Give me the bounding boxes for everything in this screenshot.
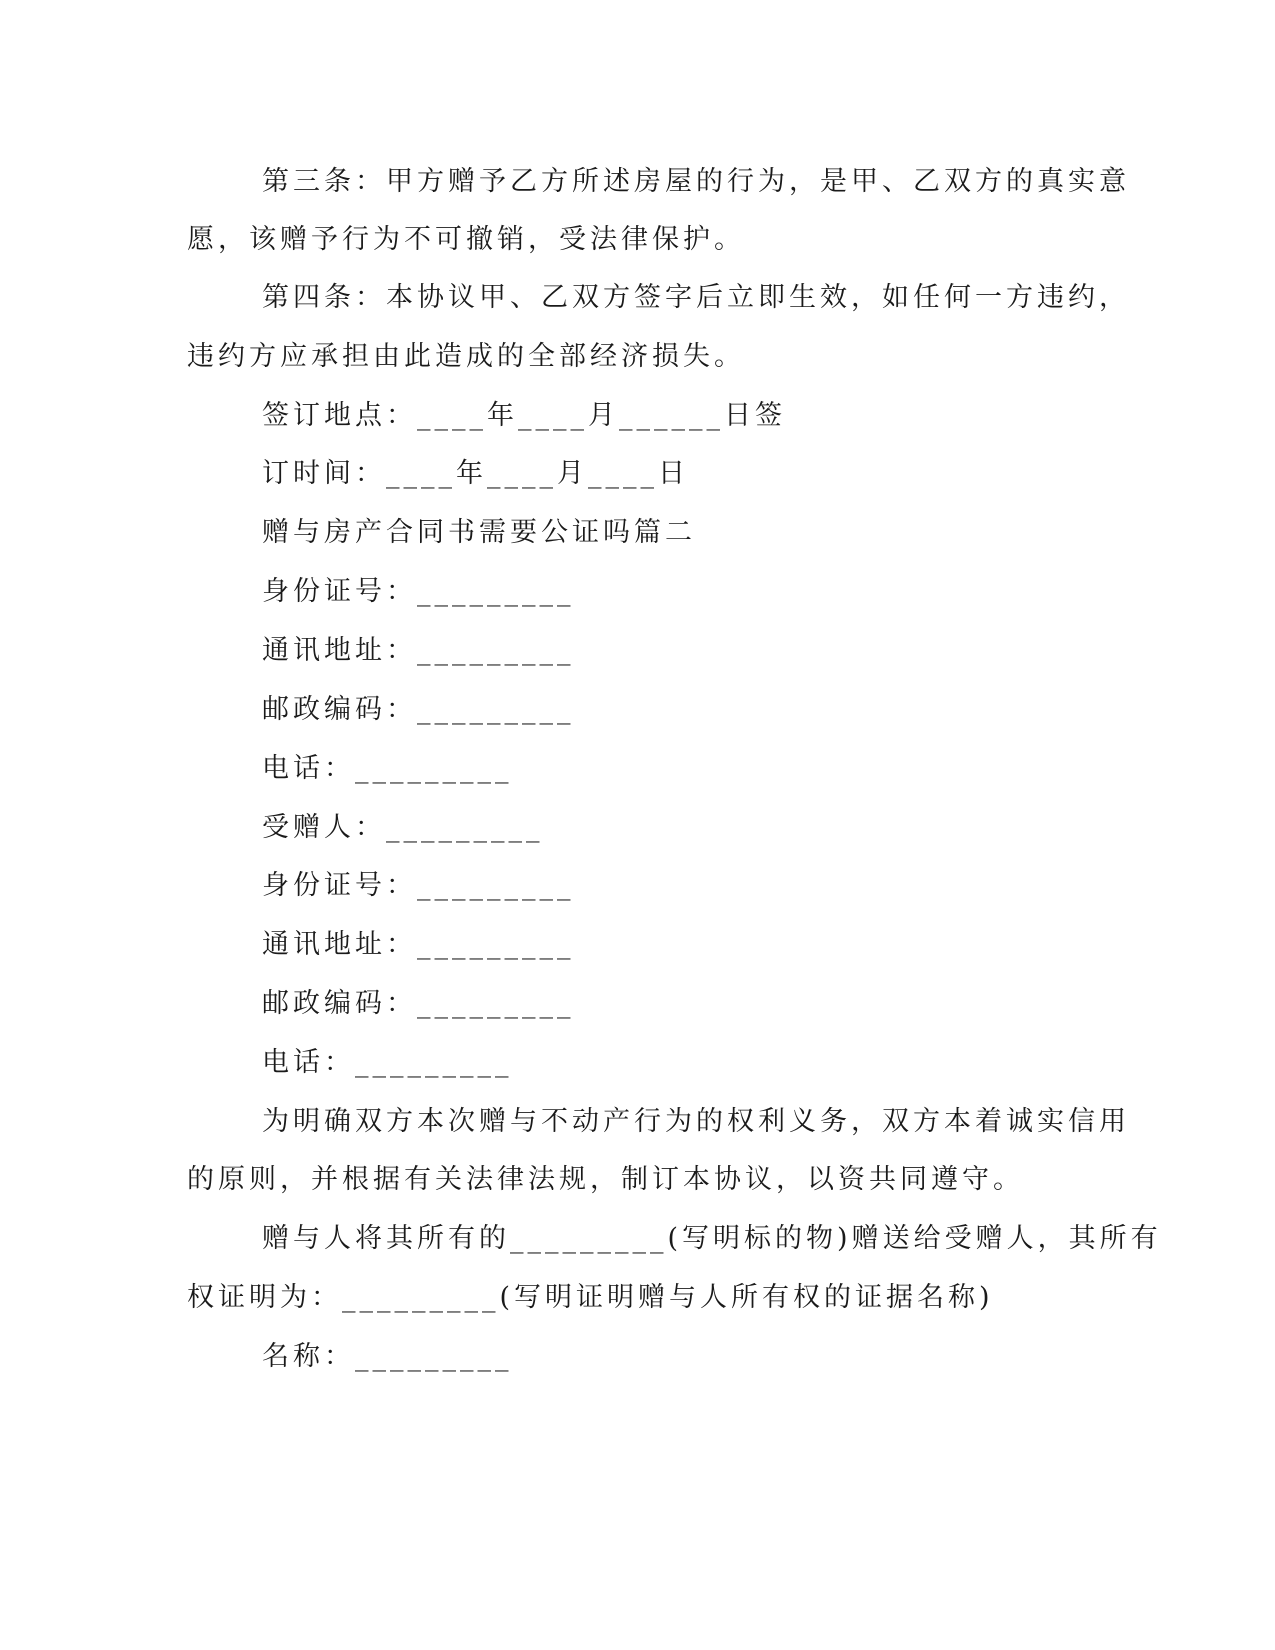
signing-time-line: 订时间：____年____月____日	[262, 458, 689, 489]
recipient-phone-field: 电话：_________	[262, 1047, 513, 1078]
recipient-field: 受赠人：_________	[262, 812, 544, 843]
article-4-line-1: 第四条：本协议甲、乙双方签字后立即生效，如任何一方违约，	[262, 282, 1130, 313]
section-heading: 赠与房产合同书需要公证吗篇二	[262, 517, 696, 548]
gift-clause-line-2: 权证明为：_________(写明证明赠与人所有权的证据名称)	[187, 1282, 994, 1313]
signing-place-line: 签订地点：____年____月______日签	[262, 400, 786, 431]
recipient-address-field: 通讯地址：_________	[262, 929, 575, 960]
recipient-id-field: 身份证号：_________	[262, 870, 575, 901]
article-3-line-2: 愿，该赠予行为不可撤销，受法律保护。	[187, 224, 745, 255]
article-3-line-1: 第三条：甲方赠予乙方所述房屋的行为，是甲、乙双方的真实意	[262, 166, 1130, 197]
name-field: 名称：_________	[262, 1341, 513, 1372]
recipient-postcode-field: 邮政编码：_________	[262, 988, 575, 1019]
donor-address-field: 通讯地址：_________	[262, 635, 575, 666]
gift-clause-line-1: 赠与人将其所有的_________(写明标的物)赠送给受赠人，其所有	[262, 1223, 1162, 1254]
donor-id-field: 身份证号：_________	[262, 576, 575, 607]
purpose-line-2: 的原则，并根据有关法律法规，制订本协议，以资共同遵守。	[187, 1164, 1024, 1195]
purpose-line-1: 为明确双方本次赠与不动产行为的权利义务，双方本着诚实信用	[262, 1106, 1130, 1137]
article-4-line-2: 违约方应承担由此造成的全部经济损失。	[187, 341, 745, 372]
donor-phone-field: 电话：_________	[262, 753, 513, 784]
donor-postcode-field: 邮政编码：_________	[262, 694, 575, 725]
